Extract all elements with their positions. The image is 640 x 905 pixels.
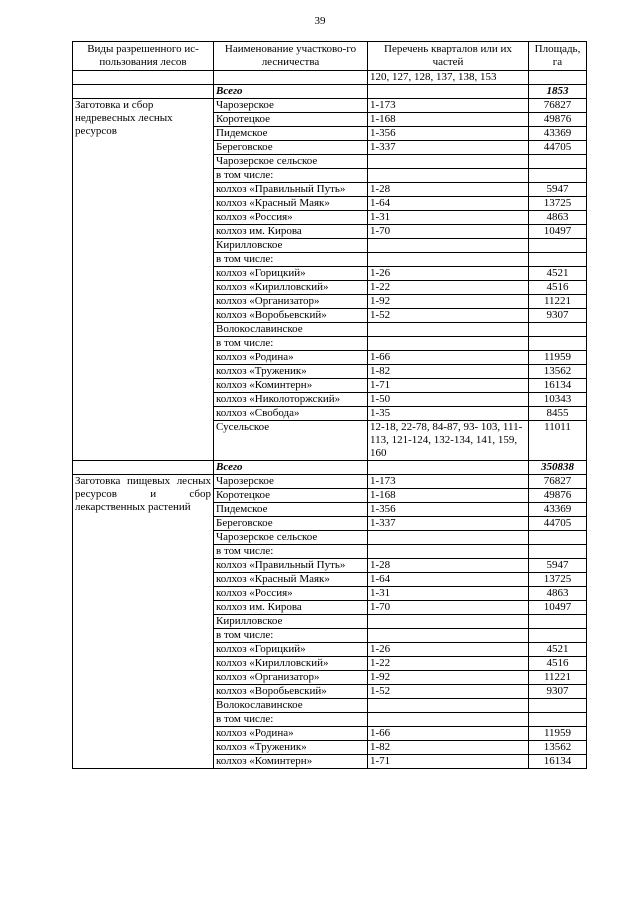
- carryover-row: [73, 71, 587, 85]
- forestry-name-cell: колхоз «Кирилловский»: [214, 281, 368, 295]
- quarters-cell: 1-71: [368, 755, 529, 769]
- area-cell: 13562: [529, 741, 587, 755]
- table-header: [73, 42, 587, 71]
- forestry-name-cell: Пидемское: [214, 127, 368, 141]
- quarters-cell: 1-22: [368, 281, 529, 295]
- quarters-cell: [368, 461, 529, 475]
- site-cell: [214, 71, 368, 85]
- area-cell: 9307: [529, 309, 587, 323]
- forestry-name-cell: колхоз «Правильный Путь»: [214, 559, 368, 573]
- area-cell: 4863: [529, 587, 587, 601]
- forestry-name-cell: в том числе:: [214, 253, 368, 267]
- quarters-cell: 1-28: [368, 559, 529, 573]
- quarters-cell: 1-26: [368, 643, 529, 657]
- area-cell: 10343: [529, 393, 587, 407]
- header-forestry-name: Наименование участково-го лесничества: [214, 42, 368, 71]
- quarters-cell: 1-173: [368, 475, 529, 489]
- forestry-name-cell: Чарозерское: [214, 99, 368, 113]
- quarters-cell: [368, 629, 529, 643]
- forestry-name-cell: колхоз им. Кирова: [214, 601, 368, 615]
- area-cell: [529, 629, 587, 643]
- quarters-cell: 1-70: [368, 601, 529, 615]
- quarters-cell: [368, 85, 529, 99]
- area-cell: 13725: [529, 573, 587, 587]
- forestry-name-cell: колхоз «Россия»: [214, 587, 368, 601]
- forestry-name-cell: колхоз «Труженик»: [214, 365, 368, 379]
- quarters-cell: 1-70: [368, 225, 529, 239]
- quarters-cell: [368, 713, 529, 727]
- quarters-cell: [368, 545, 529, 559]
- area-cell: 11011: [529, 421, 587, 461]
- area-cell: 10497: [529, 601, 587, 615]
- quarters-cell: 1-52: [368, 309, 529, 323]
- area-cell: [529, 713, 587, 727]
- forestry-name-cell: Волокославинское: [214, 699, 368, 713]
- area-cell: [529, 155, 587, 169]
- forestry-name-cell: в том числе:: [214, 169, 368, 183]
- area-cell: 5947: [529, 183, 587, 197]
- area-cell: 11959: [529, 351, 587, 365]
- forestry-name-cell: колхоз «Организатор»: [214, 295, 368, 309]
- area-cell: 11221: [529, 671, 587, 685]
- area-cell: 76827: [529, 99, 587, 113]
- area-cell: 10497: [529, 225, 587, 239]
- forestry-name-cell: колхоз «Кирилловский»: [214, 657, 368, 671]
- quarters-cell: 1-50: [368, 393, 529, 407]
- area-cell: 44705: [529, 517, 587, 531]
- header-area: Площадь, га: [529, 42, 587, 71]
- area-cell: [529, 239, 587, 253]
- forestry-name-cell: колхоз «Воробьевский»: [214, 685, 368, 699]
- quarters-cell: 1-64: [368, 573, 529, 587]
- area-cell: 4516: [529, 281, 587, 295]
- quarters-cell: 12-18, 22-78, 84-87, 93- 103, 111-113, 121-124, 132-134, 141, 159, 160: [368, 421, 529, 461]
- use-kind-cell: Заготовка пищевых лесных ресурсов и сбор лекарственных растений: [73, 475, 214, 769]
- header-use-kind: Виды разрешенного ис-пользования лесов: [73, 42, 214, 71]
- quarters-cell: 1-168: [368, 489, 529, 503]
- forestry-name-cell: Кирилловское: [214, 239, 368, 253]
- area-cell: 11221: [529, 295, 587, 309]
- quarters-cell: 1-52: [368, 685, 529, 699]
- area-cell: 13562: [529, 365, 587, 379]
- quarters-cell: [368, 323, 529, 337]
- forestry-name-cell: колхоз «Коминтерн»: [214, 755, 368, 769]
- forestry-name-cell: Береговское: [214, 141, 368, 155]
- quarters-cell: [368, 155, 529, 169]
- quarters-cell: 1-66: [368, 351, 529, 365]
- area-cell: 43369: [529, 127, 587, 141]
- quarters-cell: 1-26: [368, 267, 529, 281]
- area-cell: [529, 253, 587, 267]
- area-cell: 43369: [529, 503, 587, 517]
- quarters-cell: [368, 615, 529, 629]
- quarters-cell: 1-337: [368, 517, 529, 531]
- total-row: [73, 85, 587, 99]
- area-cell: 9307: [529, 685, 587, 699]
- quarters-cell: 1-82: [368, 741, 529, 755]
- forestry-name-cell: колхоз им. Кирова: [214, 225, 368, 239]
- quarters-cell: 1-92: [368, 671, 529, 685]
- quarters-cell: 1-31: [368, 587, 529, 601]
- forestry-name-cell: Береговское: [214, 517, 368, 531]
- area-cell: 4521: [529, 267, 587, 281]
- quarters-cell: [368, 699, 529, 713]
- table-row: [73, 475, 587, 489]
- area-cell: 5947: [529, 559, 587, 573]
- quarters-cell: 1-356: [368, 127, 529, 141]
- area-cell: 4521: [529, 643, 587, 657]
- total-label: Всего: [214, 461, 368, 475]
- area-cell: 11959: [529, 727, 587, 741]
- forestry-name-cell: колхоз «Воробьевский»: [214, 309, 368, 323]
- forestry-name-cell: в том числе:: [214, 629, 368, 643]
- header-quarters-list: Перечень кварталов или их частей: [368, 42, 529, 71]
- table-row: [73, 99, 587, 113]
- forestry-name-cell: колхоз «Родина»: [214, 727, 368, 741]
- area-cell: [529, 169, 587, 183]
- area-cell: [529, 699, 587, 713]
- forestry-name-cell: Пидемское: [214, 503, 368, 517]
- area-cell: 44705: [529, 141, 587, 155]
- forestry-name-cell: колхоз «Коминтерн»: [214, 379, 368, 393]
- quarters-cell: 1-356: [368, 503, 529, 517]
- forestry-name-cell: Коротецкое: [214, 113, 368, 127]
- forestry-name-cell: Кирилловское: [214, 615, 368, 629]
- forestry-name-cell: Чарозерское сельское: [214, 531, 368, 545]
- area-cell: 49876: [529, 489, 587, 503]
- forestry-name-cell: колхоз «Горицкий»: [214, 643, 368, 657]
- forestry-name-cell: Чарозерское: [214, 475, 368, 489]
- forest-use-table: [72, 41, 587, 769]
- forestry-name-cell: Чарозерское сельское: [214, 155, 368, 169]
- area-cell: [529, 323, 587, 337]
- quarters-cell: 1-64: [368, 197, 529, 211]
- forestry-name-cell: колхоз «Родина»: [214, 351, 368, 365]
- forestry-name-cell: Сусельское: [214, 421, 368, 461]
- quarters-cell: 1-337: [368, 141, 529, 155]
- area-cell: [529, 615, 587, 629]
- total-value: 1853: [529, 85, 587, 99]
- forestry-name-cell: колхоз «Красный Маяк»: [214, 197, 368, 211]
- area-cell: [529, 337, 587, 351]
- use-kind-cell: Заготовка и сбор недревесных лесных ресурсов: [73, 99, 214, 461]
- forestry-name-cell: в том числе:: [214, 545, 368, 559]
- total-row: [73, 461, 587, 475]
- total-value: 350838: [529, 461, 587, 475]
- area-cell: [529, 545, 587, 559]
- page-number: 39: [314, 15, 326, 27]
- forestry-name-cell: колхоз «Красный Маяк»: [214, 573, 368, 587]
- quarters-cell: 1-71: [368, 379, 529, 393]
- total-label: Всего: [214, 85, 368, 99]
- area-cell: [529, 531, 587, 545]
- quarters-cell: 1-82: [368, 365, 529, 379]
- area-cell: 16134: [529, 755, 587, 769]
- kind-cell: [73, 461, 214, 475]
- quarters-cell: 120, 127, 128, 137, 138, 153: [368, 71, 529, 85]
- area-cell: 13725: [529, 197, 587, 211]
- forestry-name-cell: Волокославинское: [214, 323, 368, 337]
- quarters-cell: 1-22: [368, 657, 529, 671]
- forestry-name-cell: колхоз «Россия»: [214, 211, 368, 225]
- forestry-name-cell: в том числе:: [214, 337, 368, 351]
- forestry-name-cell: колхоз «Горицкий»: [214, 267, 368, 281]
- area-cell: 49876: [529, 113, 587, 127]
- table-body: [73, 71, 587, 769]
- area-cell: 76827: [529, 475, 587, 489]
- area-cell: 16134: [529, 379, 587, 393]
- quarters-cell: 1-35: [368, 407, 529, 421]
- quarters-cell: 1-31: [368, 211, 529, 225]
- quarters-cell: [368, 253, 529, 267]
- forestry-name-cell: Коротецкое: [214, 489, 368, 503]
- area-cell: 8455: [529, 407, 587, 421]
- header-row: [73, 42, 587, 71]
- quarters-cell: 1-168: [368, 113, 529, 127]
- forestry-name-cell: колхоз «Николоторжский»: [214, 393, 368, 407]
- forestry-name-cell: колхоз «Организатор»: [214, 671, 368, 685]
- forestry-name-cell: колхоз «Правильный Путь»: [214, 183, 368, 197]
- quarters-cell: [368, 239, 529, 253]
- quarters-cell: 1-92: [368, 295, 529, 309]
- quarters-cell: 1-66: [368, 727, 529, 741]
- forestry-name-cell: колхоз «Свобода»: [214, 407, 368, 421]
- kind-cell: [73, 71, 214, 85]
- forestry-name-cell: в том числе:: [214, 713, 368, 727]
- quarters-cell: 1-173: [368, 99, 529, 113]
- forestry-name-cell: колхоз «Труженик»: [214, 741, 368, 755]
- kind-cell: [73, 85, 214, 99]
- area-cell: [529, 71, 587, 85]
- quarters-cell: [368, 531, 529, 545]
- quarters-cell: [368, 169, 529, 183]
- area-cell: 4863: [529, 211, 587, 225]
- quarters-cell: 1-28: [368, 183, 529, 197]
- area-cell: 4516: [529, 657, 587, 671]
- quarters-cell: [368, 337, 529, 351]
